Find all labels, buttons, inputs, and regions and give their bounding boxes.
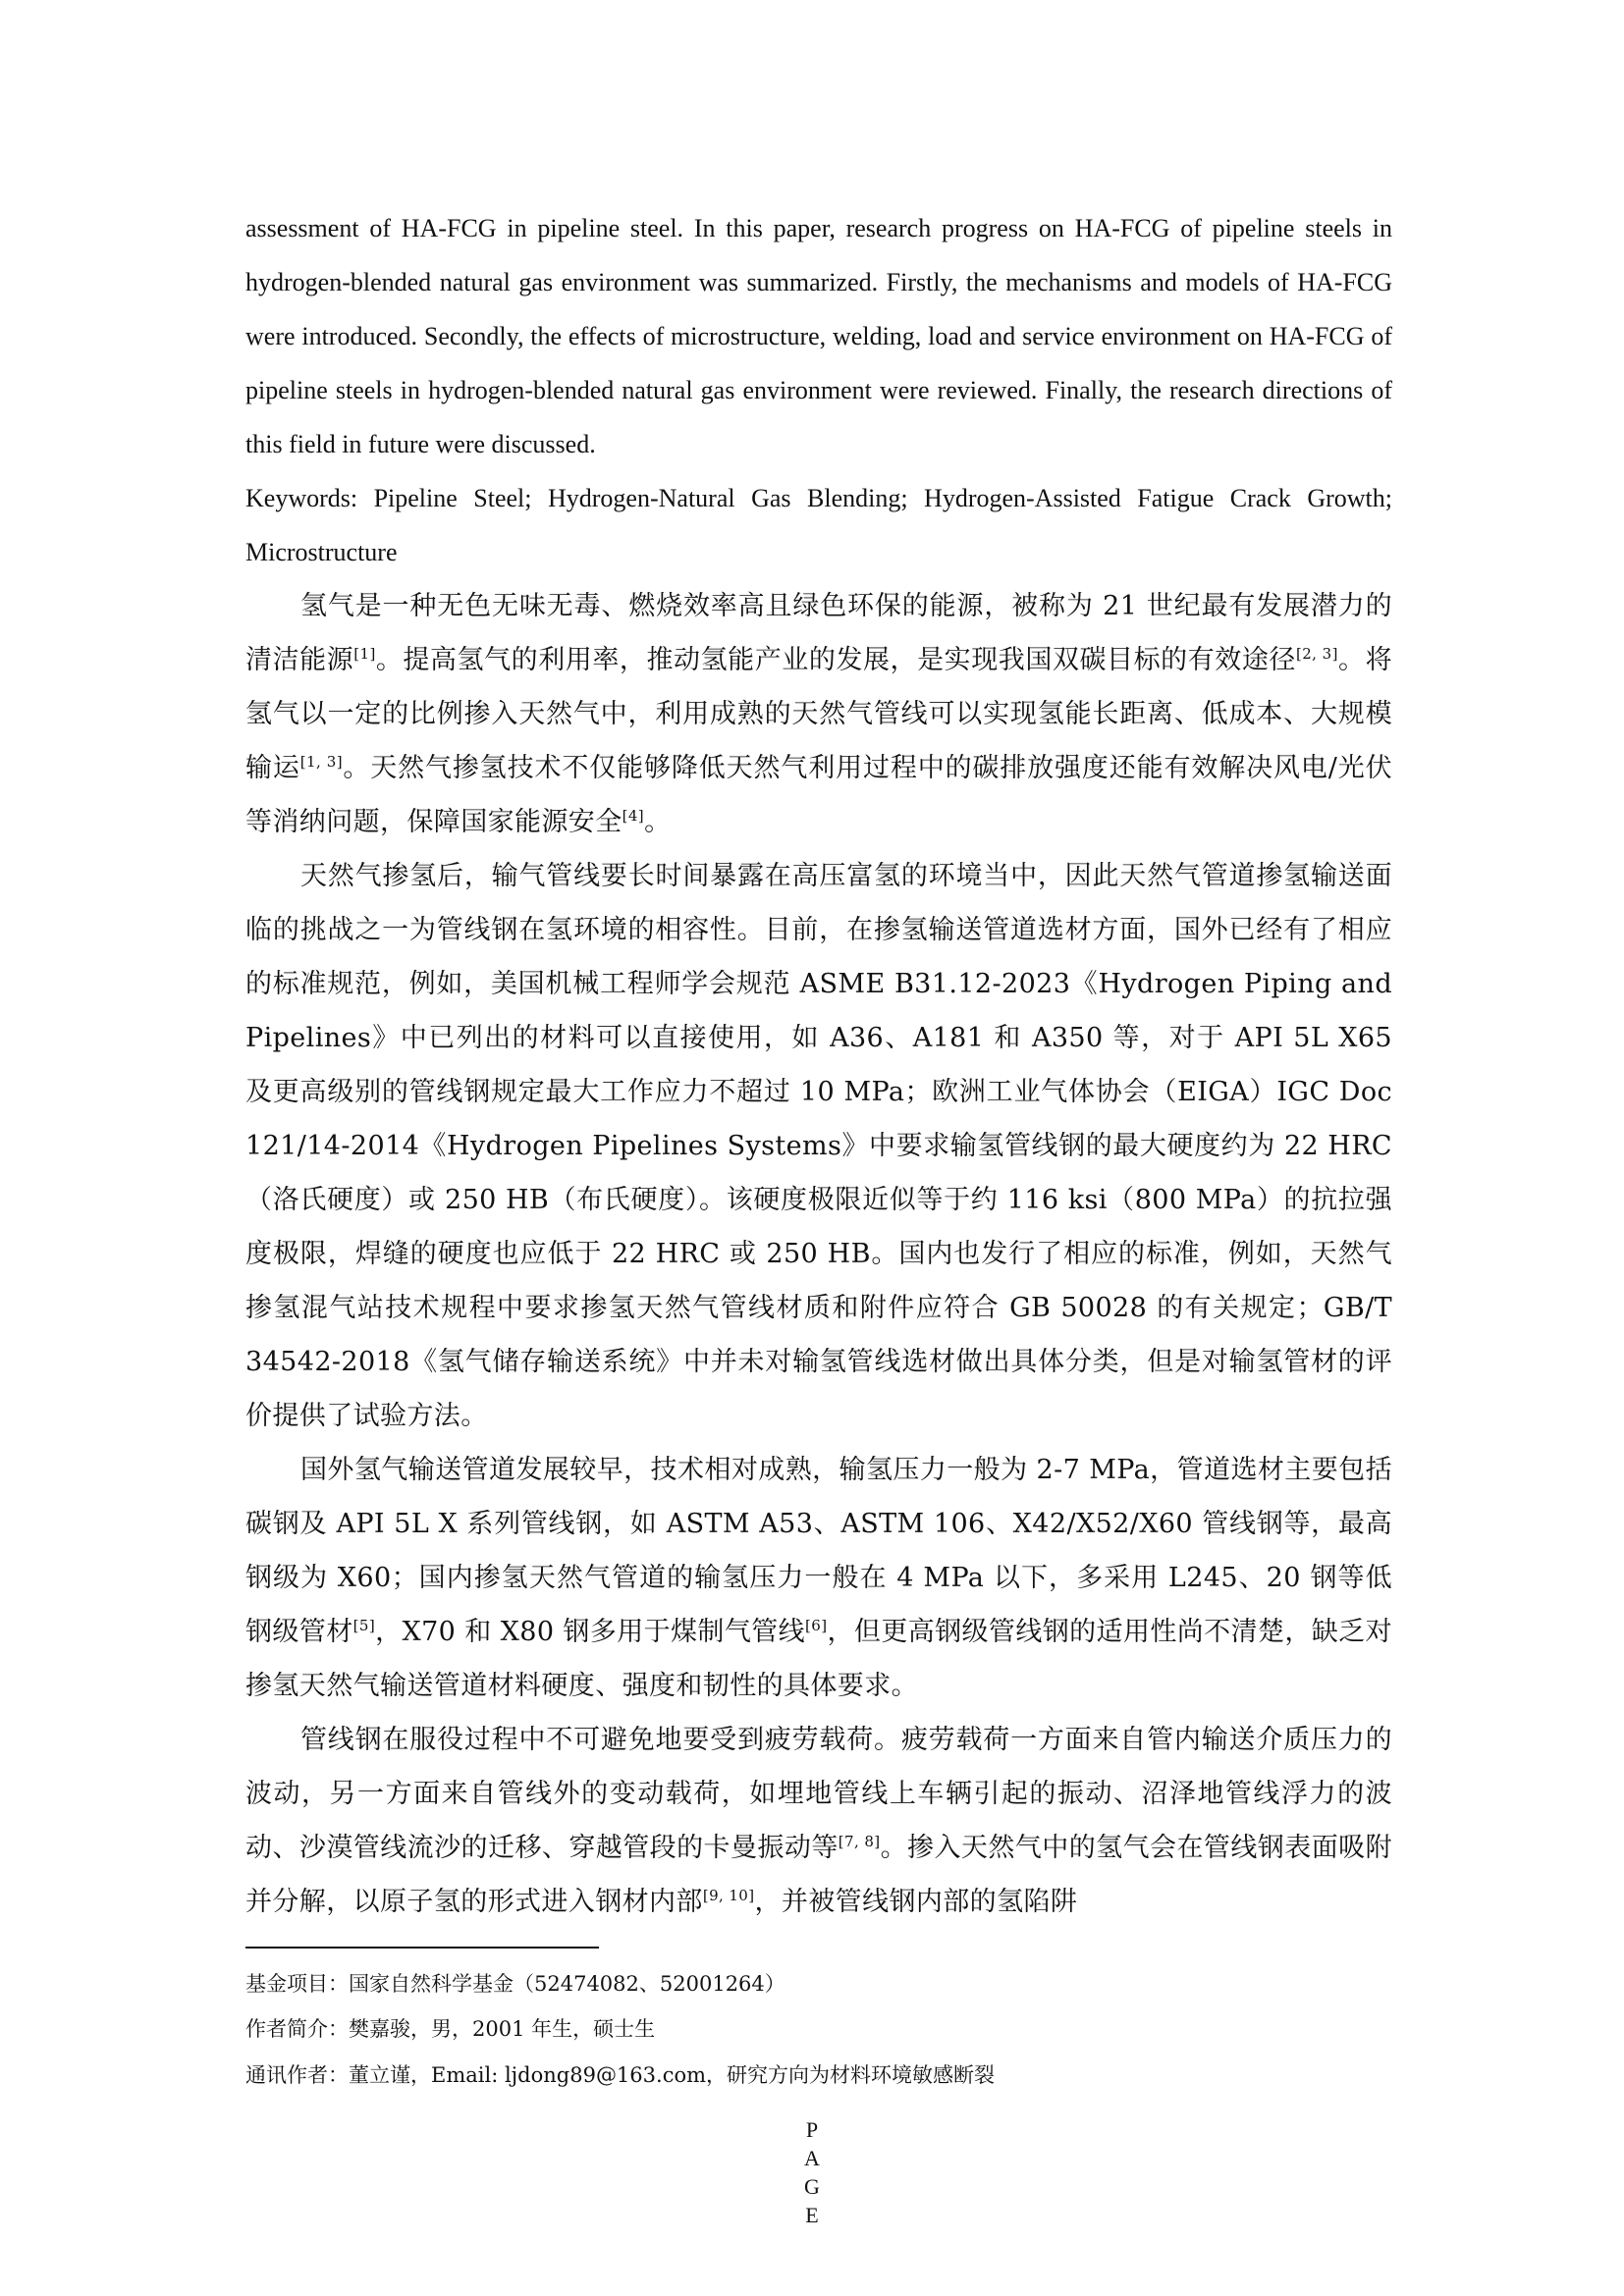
citation: [1] [353, 645, 376, 663]
p3-text-1: 国外氢气输送管道发展较早，技术相对成熟，输氢压力一般为 2-7 MPa，管道选材主要包括碳钢及 API 5L X 系列管线钢，如 ASTM A53、ASTM 106、X42/X52/X60 管线钢等，最高钢级为 X60；国内掺氢天然气管道的输氢压力一般在 4 MPa 以下，多采用 L245、20 钢等低钢级管材 [245, 1455, 1392, 1647]
page-marker-letter: A [804, 2146, 820, 2170]
citation: [6] [805, 1617, 828, 1634]
p1-text-1: 氢气是一种无色无味无毒、燃烧效率高且绿色环保的能源，被称为 21 世纪最有发展潜力的清洁能源 [245, 591, 1392, 675]
p1-text-5: 。 [644, 807, 672, 837]
abstract-continued: assessment of HA-FCG in pipeline steel. In this paper, research progress on HA-FCG of pipeline steels in hydrogen-blended natural gas environment was summarized. Firstly, the mechanisms and models of HA-FCG were introduced. Secondly, the effects of microstructure, welding, load and service environment on HA-FCG of pipeline steels in hydrogen-blended natural gas environment were reviewed. Finally, the research directions of this field in future were discussed. [245, 214, 1392, 458]
p3-text-2: ，X70 和 X80 钢多用于煤制气管线 [375, 1617, 806, 1647]
paragraph-2: 天然气掺氢后，输气管线要长时间暴露在高压富氢的环境当中，因此天然气管道掺氢输送面临的挑战之一为管线钢在氢环境的相容性。目前，在掺氢输送管道选材方面，国外已经有了相应的标准规范，例如，美国机械工程师学会规范 ASME B31.12-2023《Hydrogen Piping and Pipelines》中已列出的材料可以直接使用，如 A36、A181 和 A350 等，对于 API 5L X65 及更高级别的管线钢规定最大工作应力不超过 10 MPa；欧洲工业气体协会（EIGA）IGC Doc 121/14-2014《Hydrogen Pipelines Systems》中要求输氢管线钢的最大硬度约为 22 HRC（洛氏硬度）或 250 HB（布氏硬度）。该硬度极限近似等于约 116 ksi（800 MPa）的抗拉强度极限，焊缝的硬度也应低于 22 HRC 或 250 HB。国内也发行了相应的标准，例如，天然气掺氢混气站技术规程中要求掺氢天然气管线材质和附件应符合 GB 50028 的有关规定；GB/T 34542-2018《氢气储存输送系统》中并未对输氢管线选材做出具体分类，但是对输氢管材的评价提供了试验方法。 [245, 861, 1392, 1431]
p1-text-4: 。天然气掺氢技术不仅能够降低天然气利用过程中的碳排放强度还能有效解决风电/光伏等消纳问题，保障国家能源安全 [245, 753, 1392, 837]
page-marker-letter: G [804, 2174, 820, 2199]
footnote-divider [245, 1947, 599, 1949]
citation: [7, 8] [838, 1833, 881, 1850]
citation: [4] [622, 807, 645, 825]
footnote-corresponding: 通讯作者：董立谨，Email: ljdong89@163.com，研究方向为材料环境敏感断裂 [245, 2063, 996, 2087]
citation: [1, 3] [299, 753, 343, 771]
paragraph-1 [245, 579, 1392, 849]
p3-text-3: ，但更高钢级管线钢的适用性尚不清楚，缺乏对掺氢天然气输送管道材料硬度、强度和韧性的具体要求。 [245, 1617, 1392, 1701]
main-text [245, 201, 1392, 1929]
p1-text-3: 。将氢气以一定的比例掺入天然气中，利用成熟的天然气管线可以实现氢能长距离、低成本、大规模输运 [245, 645, 1392, 783]
citation: [2, 3] [1295, 645, 1338, 663]
page-marker-letter: P [805, 2117, 819, 2142]
keywords: Keywords: Pipeline Steel; Hydrogen-Natural Gas Blending; Hydrogen-Assisted Fatigue Crack Growth; Microstructure [245, 484, 1392, 566]
p4-text-2: 。掺入天然气中的氢气会在管线钢表面吸附并分解，以原子氢的形式进入钢材内部 [245, 1833, 1392, 1917]
citation: [9, 10] [702, 1887, 755, 1904]
p4-text-3: ，并被管线钢内部的氢陷阱 [754, 1887, 1078, 1917]
page-marker-letter: E [805, 2203, 819, 2227]
footnote-author: 作者简介：樊嘉骏，男，2001 年生，硕士生 [245, 2017, 656, 2041]
page-marker [0, 2115, 1624, 2229]
paragraph-3 [245, 1443, 1392, 1713]
p4-text-1: 管线钢在服役过程中不可避免地要受到疲劳载荷。疲劳载荷一方面来自管内输送介质压力的波动，另一方面来自管线外的变动载荷，如埋地管线上车辆引起的振动、沼泽地管线浮力的波动、沙漠管线流沙的迁移、穿越管段的卡曼振动等 [245, 1725, 1392, 1863]
p1-text-2: 。提高氢气的利用率，推动氢能产业的发展，是实现我国双碳目标的有效途径 [375, 645, 1296, 675]
citation: [5] [352, 1617, 376, 1634]
paragraph-4 [245, 1713, 1392, 1929]
footnote-fund: 基金项目：国家自然科学基金（52474082、52001264） [245, 1972, 785, 1996]
